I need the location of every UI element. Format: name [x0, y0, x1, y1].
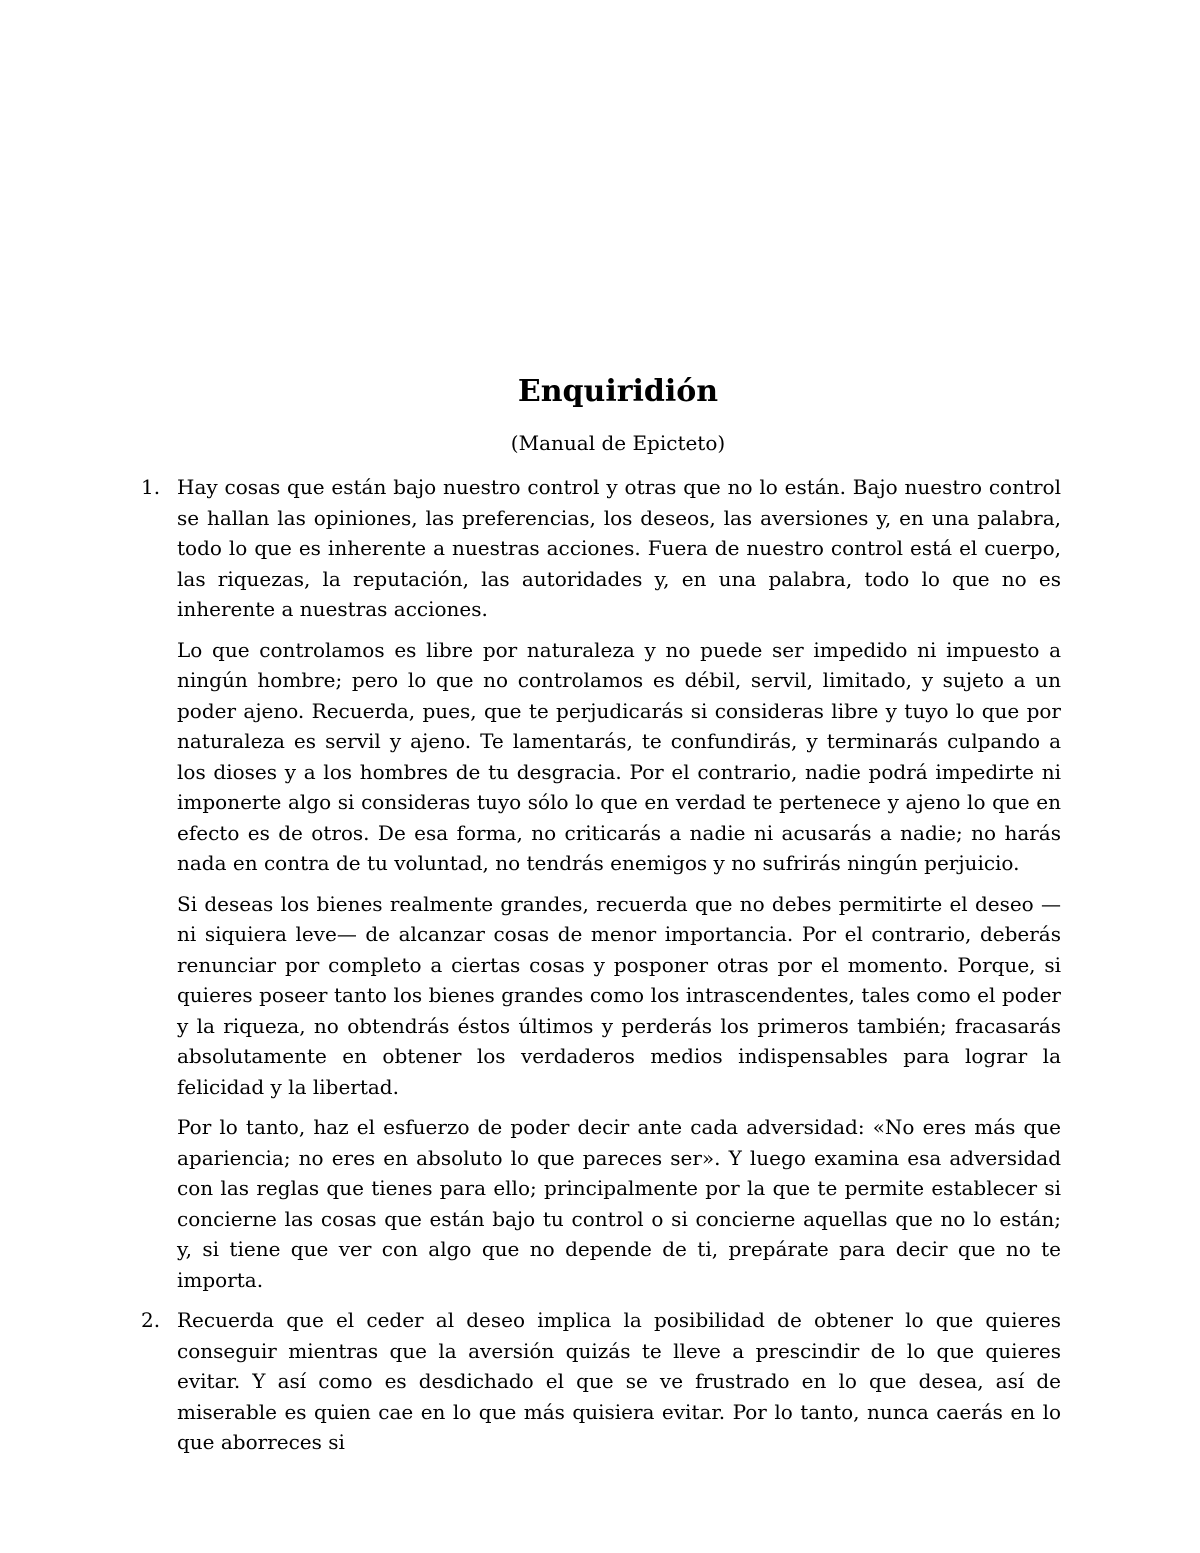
paragraph: Recuerda que el ceder al deseo implica la posibilidad de obtener lo que quieres conseguir mientras que la aversión quizás te lleve a prescindir de lo que quieres evitar. Y así como es desdichado el que se ve frustrado en lo que desea, así de miserable es quien cae en lo que más quisiera evitar. Por lo tanto, nunca caerás en lo que aborreces si [177, 1308, 1061, 1454]
paragraph: Si deseas los bienes realmente grandes, recuerda que no debes permitirte el deseo —ni siquiera leve— de alcanzar cosas de menor importancia. Por el contrario, deberás renunciar por completo a ciertas cosas y posponer otras por el momento. Porque, si quieres poseer tanto los bienes grandes como los intrascendentes, tales como el poder y la riqueza, no obtendrás éstos últimos y perderás los primeros también; fracasarás absolutamente en obtener los verdaderos medios indispensables para lograr la felicidad y la libertad. [177, 891, 1061, 1099]
item-number: 2. [141, 1308, 161, 1332]
paragraph: Por lo tanto, haz el esfuerzo de poder decir ante cada adversidad: «No eres más que apariencia; no eres en absoluto lo que pareces ser». Y luego examina esa adversidad con las reglas que tienes para ello; principalmente por la que te permite establecer si concierne las cosas que están bajo tu control o si concierne aquellas que no lo están; y, si tiene que ver con algo que no depende de ti, prepárate para decir que no te importa. [177, 1115, 1061, 1292]
numbered-item-1 [141, 472, 1061, 1295]
document-title: Enquiridión [517, 374, 719, 409]
paragraph: Hay cosas que están bajo nuestro control y otras que no lo están. Bajo nuestro control se hallan las opiniones, las preferencias, los deseos, las aversiones y, en una palabra, todo lo que es inherente a nuestras acciones. Fuera de nuestro control está el cuerpo, las riquezas, la reputación, las autoridades y, en una palabra, todo lo que no es inherente a nuestras acciones. [177, 475, 1061, 621]
item-number: 1. [141, 475, 161, 499]
numbered-item-2 [141, 1305, 1061, 1458]
document-body [141, 472, 1061, 1468]
document-subtitle: (Manual de Epicteto) [510, 431, 726, 455]
paragraph: Lo que controlamos es libre por naturaleza y no puede ser impedido ni impuesto a ningún hombre; pero lo que no controlamos es débil, servil, limitado, y sujeto a un poder ajeno. Recuerda, pues, que te perjudicarás si consideras libre y tuyo lo que por naturaleza es servil y ajeno. Te lamentarás, te confundirás, y terminarás culpando a los dioses y a los hombres de tu desgracia. Por el contrario, nadie podrá impedirte ni imponerte algo si consideras tuyo sólo lo que en verdad te pertenece y ajeno lo que en efecto es de otros. De esa forma, no criticarás a nadie ni acusarás a nadie; no harás nada en contra de tu voluntad, no tendrás enemigos y no sufrirás ningún perjuicio. [177, 637, 1061, 875]
